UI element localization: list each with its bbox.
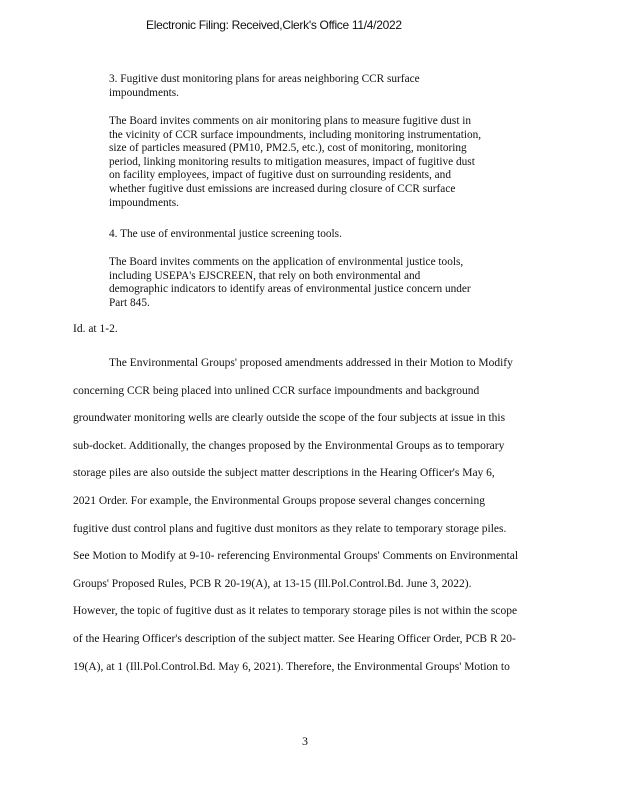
- quote-line: including USEPA's EJSCREEN, that rely on both environmental and: [109, 269, 421, 282]
- quote-line: the vicinity of CCR surface impoundments, including monitoring instrumentation,: [109, 128, 482, 141]
- quote-line: impoundments.: [109, 196, 179, 209]
- paragraph-line: 2021 Order. For example, the Environmental Groups propose several changes concerning: [73, 494, 485, 507]
- paragraph-line: The Environmental Groups' proposed amendments addressed in their Motion to Modify: [109, 357, 513, 369]
- paragraph-line: fugitive dust control plans and fugitive dust monitors as they relate to temporary storage piles.: [73, 522, 507, 535]
- quote-line: on facility employees, impact of fugitive dust on surrounding residents, and: [109, 169, 451, 182]
- quote-line: The Board invites comments on the application of environmental justice tools,: [109, 256, 464, 268]
- paragraph-line: 19(A), at 1 (Ill.Pol.Control.Bd. May 6, 2021). Therefore, the Environmental Groups' Motion to: [73, 660, 510, 673]
- quote-item4-body: [109, 256, 509, 310]
- paragraph-line: groundwater monitoring wells are clearly outside the scope of the four subjects at issue in this: [73, 412, 506, 425]
- paragraph-line: However, the topic of fugitive dust as it relates to temporary storage piles is not within the scope: [73, 605, 518, 618]
- quote-line: 4. The use of environmental justice screening tools.: [109, 228, 342, 240]
- paragraph-line: storage piles are also outside the subject matter descriptions in the Hearing Officer's May 6,: [73, 467, 495, 480]
- paragraph-line: See Motion to Modify at 9-10- referencing Environmental Groups' Comments on Environmental: [73, 550, 519, 563]
- quote-line: period, linking monitoring results to mitigation measures, impact of fugitive dust: [109, 155, 475, 168]
- quote-line: The Board invites comments on air monitoring plans to measure fugitive dust in: [109, 115, 472, 127]
- paragraph-line: of the Hearing Officer's description of the subject matter. See Hearing Officer Order, PCB R 20-: [73, 632, 516, 645]
- quote-item3-heading: [109, 73, 509, 100]
- main-paragraph: [73, 350, 548, 681]
- paragraph-line: sub-docket. Additionally, the changes proposed by the Environmental Groups as to temporary: [73, 439, 505, 452]
- paragraph-line: concerning CCR being placed into unlined CCR surface impoundments and background: [73, 384, 480, 397]
- quote-line: impoundments.: [109, 86, 179, 99]
- quote-line: size of particles measured (PM10, PM2.5, etc.), cost of monitoring, monitoring: [109, 142, 467, 155]
- paragraph-line: Groups' Proposed Rules, PCB R 20-19(A), at 13-15 (Ill.Pol.Control.Bd. June 3, 2022).: [73, 577, 472, 590]
- quote-line: demographic indicators to identify areas of environmental justice concern under: [109, 283, 471, 296]
- quote-line: 3. Fugitive dust monitoring plans for areas neighboring CCR surface: [109, 73, 420, 85]
- filing-stamp: Electronic Filing: Received,Clerk's Office 11/4/2022: [146, 18, 402, 32]
- quote-line: whether fugitive dust emissions are increased during closure of CCR surface: [109, 182, 456, 195]
- quote-item4-heading: [109, 228, 509, 242]
- page-number: 3: [302, 734, 308, 748]
- citation: Id. at 1-2.: [73, 323, 118, 335]
- quote-item3-body: [109, 115, 509, 210]
- quote-line: Part 845.: [109, 296, 150, 309]
